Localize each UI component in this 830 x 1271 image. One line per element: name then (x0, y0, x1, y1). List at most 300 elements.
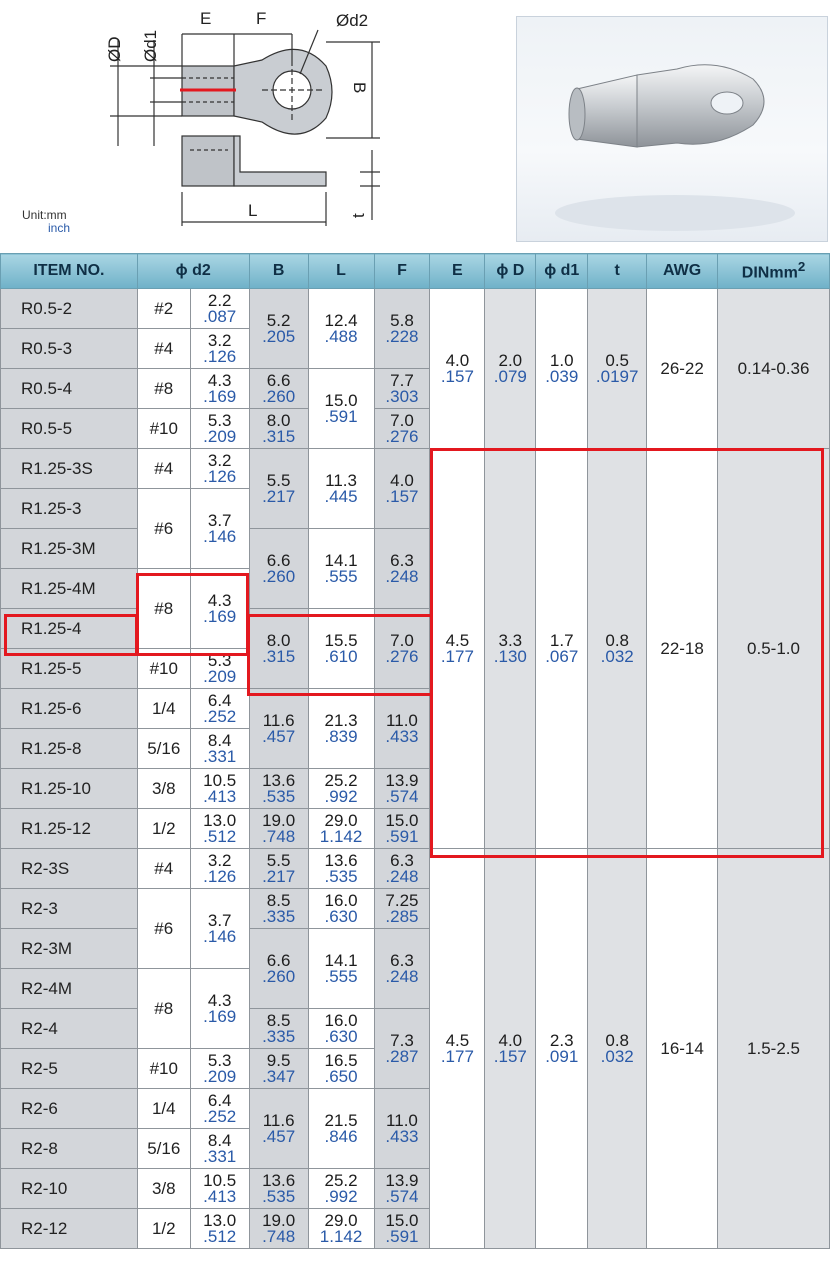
inch-value: .535 (262, 1186, 296, 1206)
d2-value (190, 889, 249, 969)
screw-size: 5/16 (137, 729, 190, 769)
inch-value: .126 (203, 346, 237, 366)
inch-value: .512 (203, 826, 237, 846)
inch-value: .433 (385, 726, 419, 746)
t-value (588, 849, 647, 1249)
inch-value: .087 (203, 306, 237, 326)
F-value (374, 1169, 430, 1209)
dim-L-label: L (248, 201, 258, 220)
mm-value: 13.0 (203, 810, 237, 830)
inch-value: .252 (203, 1106, 237, 1126)
d2-value (190, 689, 249, 729)
inch-value: .512 (203, 1226, 237, 1246)
inch-value: .209 (203, 666, 237, 686)
inch-value: .303 (385, 386, 419, 406)
mm-value: 13.0 (203, 1210, 237, 1230)
col-d1-header: ϕ d1 (536, 254, 588, 289)
product-photo (516, 16, 828, 242)
B-value (249, 369, 308, 409)
d2-value (190, 1129, 249, 1169)
inch-value: .169 (203, 1006, 237, 1026)
mm-value: 5.8 (390, 310, 414, 330)
L-value (308, 529, 374, 609)
inch-value: .157 (493, 1046, 527, 1066)
inch-value: .347 (262, 1066, 296, 1086)
inch-value: .169 (203, 386, 237, 406)
inch-value: .039 (545, 366, 579, 386)
dim-d2-label: Ød2 (336, 11, 369, 30)
mm-value: 11.6 (262, 1110, 295, 1130)
inch-value: 1.142 (319, 826, 363, 846)
item-no: R2-4M (1, 969, 138, 1009)
mm-value: 7.0 (390, 630, 414, 650)
L-value (308, 1089, 374, 1169)
awg-value: 16-14 (647, 849, 718, 1249)
mm-value: 11.3 (325, 470, 357, 490)
B-value (249, 1089, 308, 1169)
mm-value: 1.7 (549, 630, 574, 650)
ring-terminal-photo-icon (517, 17, 827, 241)
spec-table (0, 253, 830, 1249)
F-value (374, 529, 430, 609)
d2-value (190, 289, 249, 329)
mm-value: 8.5 (266, 890, 291, 910)
inch-value: .146 (203, 526, 237, 546)
din-value: 0.5-1.0 (718, 449, 830, 849)
E-value (430, 289, 485, 449)
d2-value (190, 1209, 249, 1249)
mm-value: 13.6 (324, 850, 358, 870)
inch-value: .574 (385, 786, 419, 806)
F-value (374, 689, 430, 769)
inch-value: .591 (385, 1226, 419, 1246)
dim-D-label: ØD (105, 36, 124, 62)
mm-value: 6.6 (266, 550, 291, 570)
F-value (374, 369, 430, 409)
mm-value: 8.0 (266, 410, 291, 430)
col-B-header: B (249, 254, 308, 289)
mm-value: 16.0 (324, 1010, 358, 1030)
item-no: R1.25-8 (1, 729, 138, 769)
inch-value: .177 (440, 646, 474, 666)
L-value (308, 1049, 374, 1089)
item-no: R2-8 (1, 1129, 138, 1169)
D-value (485, 289, 536, 449)
inch-value: .630 (324, 1026, 358, 1046)
L-value (308, 369, 374, 449)
d2-value (190, 1169, 249, 1209)
d2-value (190, 1089, 249, 1129)
inch-value: .248 (385, 966, 419, 986)
F-value (374, 1209, 430, 1249)
mm-value: 15.0 (385, 810, 419, 830)
E-value (430, 449, 485, 849)
mm-value: 19.0 (262, 1210, 296, 1230)
mm-value: 6.6 (266, 950, 291, 970)
screw-size: #8 (137, 369, 190, 409)
item-no: R2-6 (1, 1089, 138, 1129)
mm-value: 7.3 (390, 1030, 414, 1050)
screw-size: #10 (137, 1049, 190, 1089)
d2-value (190, 969, 249, 1049)
mm-value: 25.2 (324, 770, 358, 790)
table-row (1, 289, 830, 329)
inch-value: .535 (324, 866, 358, 886)
mm-value: 5.3 (207, 410, 232, 430)
L-value (308, 289, 374, 369)
inch-value: .260 (262, 566, 296, 586)
L-value (308, 929, 374, 1009)
d2-value (190, 849, 249, 889)
inch-value: .209 (203, 426, 237, 446)
inch-value: .032 (600, 1046, 634, 1066)
inch-value: .555 (324, 566, 358, 586)
table-row (1, 449, 830, 489)
mm-value: 16.5 (324, 1050, 358, 1070)
screw-size: #4 (137, 449, 190, 489)
mm-value: 6.6 (266, 370, 291, 390)
item-no: R1.25-12 (1, 809, 138, 849)
mm-value: 1.0 (549, 350, 574, 370)
mm-value: 11.0 (386, 1110, 418, 1130)
mm-value: 13.6 (262, 1170, 296, 1190)
item-no: R2-3M (1, 929, 138, 969)
mm-value: 0.8 (605, 1030, 629, 1050)
item-no: R1.25-3M (1, 529, 138, 569)
screw-size: 5/16 (137, 1129, 190, 1169)
d2-value (190, 769, 249, 809)
screw-size: #2 (137, 289, 190, 329)
F-value (374, 1009, 430, 1089)
mm-value: 29.0 (324, 1210, 358, 1230)
item-no: R2-5 (1, 1049, 138, 1089)
inch-value: .248 (385, 866, 419, 886)
inch-value: .457 (262, 726, 296, 746)
inch-value: .335 (262, 1026, 296, 1046)
mm-value: 4.5 (445, 630, 470, 650)
inch-value: .126 (203, 866, 237, 886)
mm-value: 6.3 (390, 950, 414, 970)
inch-value: .839 (324, 726, 358, 746)
screw-size: 1/2 (137, 809, 190, 849)
inch-value: .457 (262, 1126, 296, 1146)
inch-value: .260 (262, 966, 296, 986)
mm-value: 6.3 (390, 850, 414, 870)
inch-value: .228 (385, 326, 419, 346)
mm-value: 0.5 (605, 350, 629, 370)
inch-value: .413 (203, 1186, 237, 1206)
B-value (249, 1049, 308, 1089)
screw-size: #10 (137, 409, 190, 449)
mm-value: 4.0 (498, 1030, 523, 1050)
item-no: R2-4 (1, 1009, 138, 1049)
dim-B-label: B (350, 82, 369, 94)
col-D-header: ϕ D (485, 254, 536, 289)
inch-value: .177 (440, 1046, 474, 1066)
mm-value: 4.5 (445, 1030, 470, 1050)
inch-value: .433 (385, 1126, 419, 1146)
screw-size: #4 (137, 849, 190, 889)
mm-value: 8.0 (266, 630, 291, 650)
B-value (249, 1009, 308, 1049)
item-no: R2-3S (1, 849, 138, 889)
mm-value: 7.0 (390, 410, 414, 430)
col-E-header: E (430, 254, 485, 289)
inch-value: .331 (203, 1146, 237, 1166)
mm-value: 15.0 (385, 1210, 419, 1230)
d2-value (190, 729, 249, 769)
t-value (588, 449, 647, 849)
B-value (249, 449, 308, 529)
d1-value (536, 849, 588, 1249)
mm-value: 2.3 (549, 1030, 574, 1050)
mm-value: 16.0 (324, 890, 358, 910)
d2-value (190, 329, 249, 369)
item-no: R1.25-5 (1, 649, 138, 689)
inch-value: .610 (324, 646, 358, 666)
B-value (249, 889, 308, 929)
F-value (374, 929, 430, 1009)
B-value (249, 809, 308, 849)
mm-value: 21.5 (324, 1110, 358, 1130)
inch-value: .445 (324, 486, 358, 506)
item-no: R1.25-3 (1, 489, 138, 529)
mm-value: 3.2 (207, 850, 232, 870)
inch-value: .748 (262, 826, 296, 846)
mm-value: 13.9 (385, 770, 419, 790)
inch-value: .126 (203, 466, 237, 486)
inch-value: .285 (385, 906, 419, 926)
mm-value: 4.3 (207, 370, 232, 390)
d2-value (190, 649, 249, 689)
item-no: R1.25-3S (1, 449, 138, 489)
mm-value: 8.5 (266, 1010, 291, 1030)
mm-value: 10.5 (203, 1170, 237, 1190)
inch-value: .157 (440, 366, 474, 386)
B-value (249, 689, 308, 769)
inch-value: .335 (262, 906, 296, 926)
mm-value: 4.0 (445, 350, 470, 370)
mm-value: 9.5 (266, 1050, 291, 1070)
mm-value: 6.3 (390, 550, 414, 570)
col-t-header: t (588, 254, 647, 289)
inch-value: .630 (324, 906, 358, 926)
mm-value: 3.7 (207, 510, 232, 530)
mm-value: 5.3 (207, 1050, 232, 1070)
item-no: R1.25-4M (1, 569, 138, 609)
screw-size: #10 (137, 649, 190, 689)
L-value (308, 689, 374, 769)
inch-value: .574 (385, 1186, 419, 1206)
item-no: R1.25-10 (1, 769, 138, 809)
col-awg-header: AWG (647, 254, 718, 289)
inch-value: 1.142 (319, 1226, 363, 1246)
mm-value: 3.2 (207, 450, 232, 470)
inch-value: .079 (493, 366, 527, 386)
item-no: R0.5-4 (1, 369, 138, 409)
dim-t-label: t (349, 213, 368, 218)
mm-value: 2.0 (498, 350, 523, 370)
inch-value: .130 (493, 646, 527, 666)
mm-value: 21.3 (324, 710, 358, 730)
F-value (374, 809, 430, 849)
mm-value: 15.0 (324, 390, 358, 410)
item-no: R2-10 (1, 1169, 138, 1209)
item-no: R1.25-4 (1, 609, 138, 649)
inch-value: .146 (203, 926, 237, 946)
inch-value: .276 (385, 426, 419, 446)
L-value (308, 449, 374, 529)
col-d2-header: ϕ d2 (137, 254, 249, 289)
item-no: R0.5-5 (1, 409, 138, 449)
L-value (308, 609, 374, 689)
mm-value: 14.1 (324, 550, 358, 570)
inch-value: .248 (385, 566, 419, 586)
E-value (430, 849, 485, 1249)
F-value (374, 889, 430, 929)
B-value (249, 529, 308, 609)
L-value (308, 1169, 374, 1209)
din-value: 1.5-2.5 (718, 849, 830, 1249)
D-value (485, 449, 536, 849)
inch-value: .992 (324, 786, 358, 806)
mm-value: 4.3 (207, 590, 232, 610)
inch-value: .992 (324, 1186, 358, 1206)
inch-value: .091 (545, 1046, 579, 1066)
mm-value: 5.5 (266, 850, 291, 870)
B-value (249, 609, 308, 689)
col-item-header: ITEM NO. (1, 254, 138, 289)
B-value (249, 409, 308, 449)
inch-value: .157 (385, 486, 419, 506)
inch-value: .217 (262, 866, 296, 886)
inch-value: .032 (600, 646, 634, 666)
F-value (374, 409, 430, 449)
table-row (1, 849, 830, 889)
mm-value: 6.4 (207, 690, 232, 710)
inch-value: .535 (262, 786, 296, 806)
mm-value: 3.7 (207, 910, 232, 930)
item-no: R2-12 (1, 1209, 138, 1249)
inch-value: .555 (324, 966, 358, 986)
mm-value: 5.3 (207, 650, 232, 670)
dim-F-label: F (256, 9, 267, 28)
din-value: 0.14-0.36 (718, 289, 830, 449)
D-value (485, 849, 536, 1249)
inch-value: .0197 (595, 366, 639, 386)
inch-value: .252 (203, 706, 237, 726)
inch-value: .748 (262, 1226, 296, 1246)
inch-value: .067 (545, 646, 579, 666)
B-value (249, 1209, 308, 1249)
dim-d1-label: Ød1 (141, 29, 160, 62)
F-value (374, 609, 430, 689)
dim-E-label: E (200, 9, 212, 28)
inch-value: .315 (262, 646, 296, 666)
item-no: R2-3 (1, 889, 138, 929)
screw-size: #6 (137, 489, 190, 569)
inch-value: .169 (203, 606, 237, 626)
F-value (374, 289, 430, 369)
screw-size: 1/2 (137, 1209, 190, 1249)
F-value (374, 1089, 430, 1169)
awg-value: 22-18 (647, 449, 718, 849)
screw-size: #8 (137, 969, 190, 1049)
mm-value: 11.0 (386, 710, 418, 730)
inch-value: .217 (262, 486, 296, 506)
col-F-header: F (374, 254, 430, 289)
mm-value: 8.4 (207, 730, 232, 750)
unit-inch: inch (48, 221, 71, 235)
screw-size: 1/4 (137, 1089, 190, 1129)
item-no: R0.5-2 (1, 289, 138, 329)
mm-value: 11.6 (262, 710, 295, 730)
inch-value: .205 (262, 326, 296, 346)
B-value (249, 769, 308, 809)
B-value (249, 1169, 308, 1209)
d2-value (190, 489, 249, 569)
inch-value: .650 (324, 1066, 358, 1086)
mm-value: 2.2 (207, 290, 232, 310)
top-section (0, 0, 830, 253)
item-no: R1.25-6 (1, 689, 138, 729)
screw-size: 1/4 (137, 689, 190, 729)
inch-value: .413 (203, 786, 237, 806)
mm-value: 19.0 (262, 810, 296, 830)
F-value (374, 769, 430, 809)
awg-value: 26-22 (647, 289, 718, 449)
mm-value: 5.2 (266, 310, 291, 330)
inch-value: .591 (385, 826, 419, 846)
mm-value: 25.2 (324, 1170, 358, 1190)
mm-value: 7.7 (390, 370, 414, 390)
screw-size: 3/8 (137, 769, 190, 809)
mm-value: 6.4 (207, 1090, 232, 1110)
mm-value: 4.3 (207, 990, 232, 1010)
L-value (308, 849, 374, 889)
din-text: DINmm (741, 264, 798, 282)
t-value (588, 289, 647, 449)
mm-value: 3.3 (498, 630, 523, 650)
mm-value: 4.0 (390, 470, 414, 490)
unit-mm: Unit:mm (22, 208, 67, 222)
L-value (308, 1209, 374, 1249)
unit-legend (22, 209, 70, 235)
screw-size: 3/8 (137, 1169, 190, 1209)
d2-value (190, 1049, 249, 1089)
d2-value (190, 369, 249, 409)
item-no: R0.5-3 (1, 329, 138, 369)
mm-value: 0.8 (605, 630, 629, 650)
inch-value: .846 (324, 1126, 358, 1146)
L-value (308, 1009, 374, 1049)
L-value (308, 769, 374, 809)
mm-value: 8.4 (207, 1130, 232, 1150)
L-value (308, 809, 374, 849)
mm-value: 29.0 (324, 810, 358, 830)
inch-value: .591 (324, 406, 358, 426)
d1-value (536, 289, 588, 449)
L-value (308, 889, 374, 929)
col-din-header (718, 254, 830, 289)
F-value (374, 849, 430, 889)
F-value (374, 449, 430, 529)
mm-value: 7.25 (385, 890, 419, 910)
inch-value: .488 (324, 326, 358, 346)
d1-value (536, 449, 588, 849)
B-value (249, 289, 308, 369)
mm-value: 15.5 (324, 630, 358, 650)
